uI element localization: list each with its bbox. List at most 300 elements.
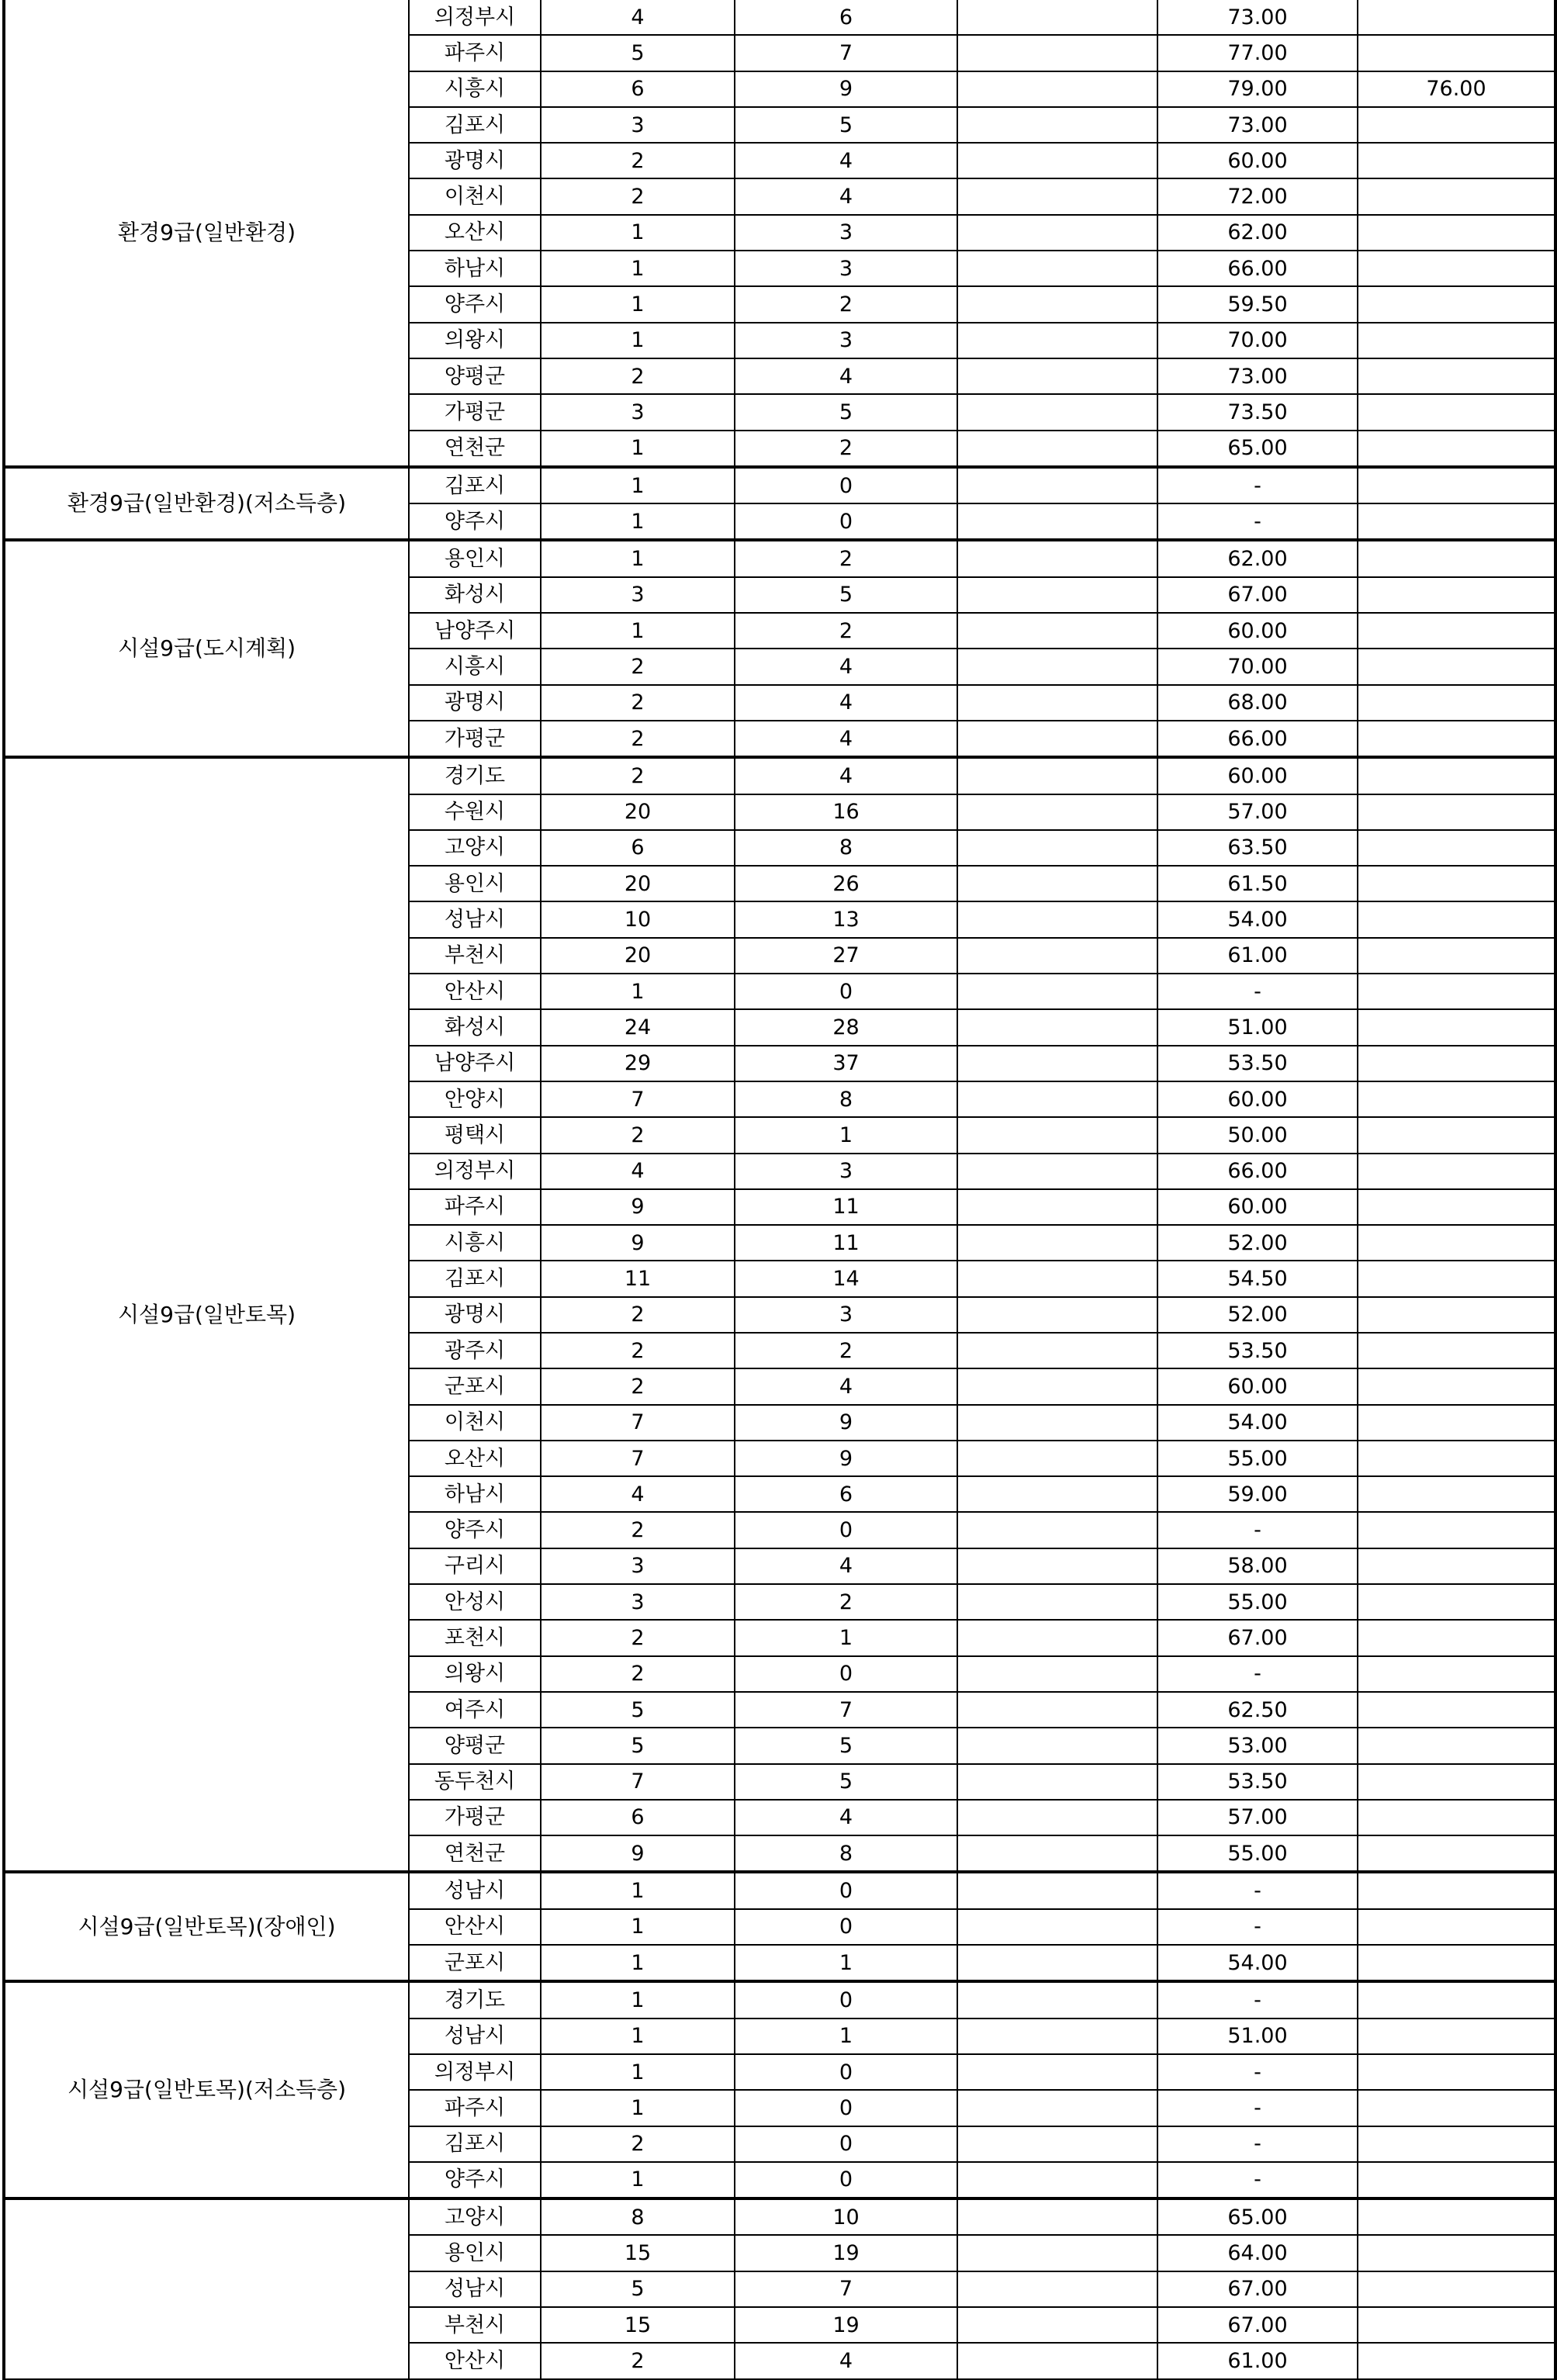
region-cell: 연천군 (409, 431, 541, 467)
region-cell: 부천시 (409, 2307, 541, 2343)
region-cell: 파주시 (409, 1189, 541, 1225)
extra-score-cell (1358, 1154, 1555, 1189)
cutoff-score-cell: 66.00 (1157, 721, 1358, 757)
applicant-count-cell: 8 (735, 1081, 957, 1117)
cutoff-score-cell: 58.00 (1157, 1548, 1358, 1584)
cutoff-score-cell: 63.50 (1157, 830, 1358, 866)
recruit-count-cell: 2 (541, 358, 735, 394)
region-cell: 안양시 (409, 1081, 541, 1117)
region-cell: 시흥시 (409, 71, 541, 107)
applicant-count-cell: 4 (735, 757, 957, 794)
applicant-count-cell: 2 (735, 1584, 957, 1620)
empty-cell (957, 1800, 1157, 1835)
extra-score-cell (1358, 0, 1555, 35)
recruit-count-cell: 2 (541, 1368, 735, 1404)
region-cell: 오산시 (409, 215, 541, 251)
empty-cell (957, 2343, 1157, 2378)
empty-cell (957, 1548, 1157, 1584)
cutoff-score-cell: 65.00 (1157, 431, 1358, 467)
cutoff-score-cell: 57.00 (1157, 794, 1358, 830)
table-row (4, 540, 1555, 576)
recruit-count-cell: 2 (541, 2126, 735, 2162)
empty-cell (957, 1154, 1157, 1189)
extra-score-cell (1358, 1945, 1555, 1981)
applicant-count-cell: 13 (735, 901, 957, 937)
empty-cell (957, 1405, 1157, 1441)
extra-score-cell (1358, 358, 1555, 394)
empty-cell (957, 2019, 1157, 2054)
extra-score-cell (1358, 1046, 1555, 1081)
region-cell: 구리시 (409, 1548, 541, 1584)
applicant-count-cell: 0 (735, 1512, 957, 1548)
recruit-count-cell: 1 (541, 974, 735, 1009)
region-cell: 의왕시 (409, 323, 541, 358)
region-cell: 남양주시 (409, 1046, 541, 1081)
empty-cell (957, 2307, 1157, 2343)
recruit-count-cell: 2 (541, 1656, 735, 1692)
table-row (4, 1872, 1555, 1908)
empty-cell (957, 1656, 1157, 1692)
extra-score-cell (1358, 1297, 1555, 1333)
extra-score-cell (1358, 431, 1555, 467)
applicant-count-cell: 6 (735, 1476, 957, 1512)
empty-cell (957, 503, 1157, 540)
recruit-count-cell: 3 (541, 577, 735, 613)
extra-score-cell (1358, 286, 1555, 322)
applicant-count-cell: 3 (735, 215, 957, 251)
region-cell: 성남시 (409, 901, 541, 937)
region-cell: 양주시 (409, 503, 541, 540)
extra-score-cell (1358, 2054, 1555, 2090)
cutoff-score-cell: 53.50 (1157, 1046, 1358, 1081)
region-cell: 안성시 (409, 1584, 541, 1620)
empty-cell (957, 1441, 1157, 1476)
cutoff-score-cell: 61.00 (1157, 2343, 1358, 2378)
cutoff-score-cell: - (1157, 1981, 1358, 2018)
applicant-count-cell: 0 (735, 1909, 957, 1945)
applicant-count-cell: 14 (735, 1261, 957, 1296)
cutoff-score-cell: - (1157, 1909, 1358, 1945)
empty-cell (957, 286, 1157, 322)
region-cell: 하남시 (409, 1476, 541, 1512)
cutoff-score-cell: 53.50 (1157, 1764, 1358, 1800)
applicant-count-cell: 0 (735, 1981, 957, 2018)
applicant-count-cell: 4 (735, 1368, 957, 1404)
cutoff-score-cell: 64.00 (1157, 2235, 1358, 2271)
applicant-count-cell: 4 (735, 1548, 957, 1584)
applicant-count-cell: 26 (735, 866, 957, 901)
empty-cell (957, 178, 1157, 214)
empty-cell (957, 1225, 1157, 1261)
extra-score-cell (1358, 1981, 1555, 2018)
recruit-count-cell: 5 (541, 2271, 735, 2307)
empty-cell (957, 2090, 1157, 2126)
empty-cell (957, 107, 1157, 143)
recruit-count-cell: 1 (541, 1909, 735, 1945)
applicant-count-cell: 11 (735, 1189, 957, 1225)
region-cell: 안산시 (409, 1909, 541, 1945)
region-cell: 평택시 (409, 1117, 541, 1153)
empty-cell (957, 0, 1157, 35)
applicant-count-cell: 0 (735, 467, 957, 503)
empty-cell (957, 613, 1157, 649)
extra-score-cell (1358, 107, 1555, 143)
empty-cell (957, 2271, 1157, 2307)
applicant-count-cell: 10 (735, 2198, 957, 2235)
applicant-count-cell: 3 (735, 1154, 957, 1189)
extra-score-cell (1358, 1225, 1555, 1261)
cutoff-score-cell: 55.00 (1157, 1441, 1358, 1476)
applicant-count-cell: 0 (735, 1872, 957, 1908)
region-cell: 가평군 (409, 1800, 541, 1835)
cutoff-score-cell: 52.00 (1157, 1225, 1358, 1261)
extra-score-cell (1358, 178, 1555, 214)
extra-score-cell (1358, 1081, 1555, 1117)
extra-score-cell (1358, 1835, 1555, 1872)
region-cell: 수원시 (409, 794, 541, 830)
empty-cell (957, 1512, 1157, 1548)
region-cell: 양주시 (409, 1512, 541, 1548)
region-cell: 용인시 (409, 540, 541, 576)
cutoff-score-cell: 72.00 (1157, 178, 1358, 214)
extra-score-cell (1358, 901, 1555, 937)
recruit-count-cell: 3 (541, 107, 735, 143)
recruit-count-cell: 1 (541, 1981, 735, 2018)
empty-cell (957, 215, 1157, 251)
empty-cell (957, 1333, 1157, 1368)
extra-score-cell: 76.00 (1358, 71, 1555, 107)
recruit-count-cell: 1 (541, 2162, 735, 2198)
cutoff-score-cell: 54.00 (1157, 1405, 1358, 1441)
region-cell: 포천시 (409, 1620, 541, 1655)
applicant-count-cell: 7 (735, 1692, 957, 1728)
applicant-count-cell: 4 (735, 358, 957, 394)
region-cell: 파주시 (409, 2090, 541, 2126)
applicant-count-cell: 4 (735, 721, 957, 757)
applicant-count-cell: 0 (735, 503, 957, 540)
cutoff-score-cell: 60.00 (1157, 1189, 1358, 1225)
cutoff-score-cell: 73.00 (1157, 107, 1358, 143)
empty-cell (957, 1189, 1157, 1225)
table-row (4, 0, 1555, 35)
extra-score-cell (1358, 577, 1555, 613)
region-cell: 광명시 (409, 143, 541, 178)
empty-cell (957, 431, 1157, 467)
region-cell: 의왕시 (409, 1656, 541, 1692)
cutoff-score-cell: 51.00 (1157, 1009, 1358, 1045)
cutoff-score-cell: 77.00 (1157, 35, 1358, 71)
recruit-count-cell: 9 (541, 1189, 735, 1225)
cutoff-score-cell: 55.00 (1157, 1584, 1358, 1620)
applicant-count-cell: 9 (735, 71, 957, 107)
cutoff-score-cell: 73.00 (1157, 358, 1358, 394)
empty-cell (957, 1297, 1157, 1333)
applicant-count-cell: 0 (735, 974, 957, 1009)
empty-cell (957, 1009, 1157, 1045)
category-cell: 환경9급(일반환경)(저소득층) (4, 467, 409, 541)
extra-score-cell (1358, 2019, 1555, 2054)
applicant-count-cell: 0 (735, 2054, 957, 2090)
recruit-count-cell: 1 (541, 2054, 735, 2090)
extra-score-cell (1358, 2235, 1555, 2271)
empty-cell (957, 1728, 1157, 1763)
region-cell: 부천시 (409, 938, 541, 974)
cutoff-score-cell: 60.00 (1157, 613, 1358, 649)
region-cell: 광주시 (409, 1333, 541, 1368)
cutoff-score-cell: 60.00 (1157, 143, 1358, 178)
extra-score-cell (1358, 1656, 1555, 1692)
recruit-count-cell: 7 (541, 1441, 735, 1476)
region-cell: 가평군 (409, 394, 541, 430)
empty-cell (957, 1046, 1157, 1081)
extra-score-cell (1358, 1333, 1555, 1368)
table-row (4, 757, 1555, 794)
extra-score-cell (1358, 613, 1555, 649)
applicant-count-cell: 1 (735, 2019, 957, 2054)
applicant-count-cell: 3 (735, 251, 957, 286)
empty-cell (957, 323, 1157, 358)
applicant-count-cell: 4 (735, 1800, 957, 1835)
applicant-count-cell: 28 (735, 1009, 957, 1045)
recruit-count-cell: 9 (541, 1225, 735, 1261)
region-cell: 안산시 (409, 974, 541, 1009)
applicant-count-cell: 4 (735, 685, 957, 721)
extra-score-cell (1358, 2162, 1555, 2198)
cutoff-score-cell: - (1157, 2126, 1358, 2162)
recruit-count-cell: 3 (541, 1584, 735, 1620)
region-cell: 오산시 (409, 1441, 541, 1476)
extra-score-cell (1358, 757, 1555, 794)
region-cell: 하남시 (409, 251, 541, 286)
cutoff-score-cell: 65.00 (1157, 2198, 1358, 2235)
recruit-count-cell: 1 (541, 1945, 735, 1981)
region-cell: 양평군 (409, 358, 541, 394)
extra-score-cell (1358, 1405, 1555, 1441)
cutoff-score-cell: 62.50 (1157, 1692, 1358, 1728)
recruit-count-cell: 4 (541, 0, 735, 35)
recruit-count-cell: 15 (541, 2235, 735, 2271)
extra-score-cell (1358, 1368, 1555, 1404)
cutoff-score-cell: 73.00 (1157, 0, 1358, 35)
cutoff-score-cell: - (1157, 467, 1358, 503)
empty-cell (957, 1764, 1157, 1800)
region-cell: 김포시 (409, 2126, 541, 2162)
cutoff-score-cell: 54.00 (1157, 901, 1358, 937)
extra-score-cell (1358, 794, 1555, 830)
region-cell: 고양시 (409, 2198, 541, 2235)
recruit-count-cell: 1 (541, 467, 735, 503)
applicant-count-cell: 9 (735, 1441, 957, 1476)
extra-score-cell (1358, 215, 1555, 251)
region-cell: 동두천시 (409, 1764, 541, 1800)
extra-score-cell (1358, 1261, 1555, 1296)
recruit-count-cell: 11 (541, 1261, 735, 1296)
category-cell: 환경9급(일반환경) (4, 0, 409, 467)
extra-score-cell (1358, 938, 1555, 974)
applicant-count-cell: 2 (735, 540, 957, 576)
applicant-count-cell: 5 (735, 394, 957, 430)
extra-score-cell (1358, 143, 1555, 178)
recruit-count-cell: 6 (541, 1800, 735, 1835)
applicant-count-cell: 3 (735, 323, 957, 358)
cutoff-score-cell: 66.00 (1157, 1154, 1358, 1189)
cutoff-score-cell: 52.00 (1157, 1297, 1358, 1333)
region-cell: 연천군 (409, 1835, 541, 1872)
applicant-count-cell: 1 (735, 1945, 957, 1981)
extra-score-cell (1358, 1620, 1555, 1655)
region-cell: 이천시 (409, 1405, 541, 1441)
extra-score-cell (1358, 649, 1555, 684)
cutoff-score-cell: 70.00 (1157, 323, 1358, 358)
applicant-count-cell: 4 (735, 2343, 957, 2378)
recruit-count-cell: 2 (541, 1620, 735, 1655)
extra-score-cell (1358, 1548, 1555, 1584)
cutoff-score-cell: 54.50 (1157, 1261, 1358, 1296)
cutoff-score-cell: 62.00 (1157, 215, 1358, 251)
extra-score-cell (1358, 467, 1555, 503)
category-cell: 시설9급(일반토목) (4, 757, 409, 1872)
recruit-count-cell: 15 (541, 2307, 735, 2343)
region-cell: 안산시 (409, 2343, 541, 2378)
region-cell: 군포시 (409, 1945, 541, 1981)
cutoff-score-cell: 51.00 (1157, 2019, 1358, 2054)
recruit-count-cell: 1 (541, 1872, 735, 1908)
extra-score-cell (1358, 1584, 1555, 1620)
extra-score-cell (1358, 2307, 1555, 2343)
extra-score-cell (1358, 1909, 1555, 1945)
applicant-count-cell: 2 (735, 431, 957, 467)
region-cell: 광명시 (409, 1297, 541, 1333)
region-cell: 광명시 (409, 685, 541, 721)
recruit-count-cell: 1 (541, 2090, 735, 2126)
recruit-count-cell: 1 (541, 323, 735, 358)
region-cell: 파주시 (409, 35, 541, 71)
empty-cell (957, 2162, 1157, 2198)
region-cell: 여주시 (409, 1692, 541, 1728)
region-cell: 화성시 (409, 1009, 541, 1045)
table-row (4, 1981, 1555, 2018)
region-cell: 시흥시 (409, 649, 541, 684)
empty-cell (957, 394, 1157, 430)
cutoff-score-cell: - (1157, 2054, 1358, 2090)
empty-cell (957, 1835, 1157, 1872)
applicant-count-cell: 19 (735, 2307, 957, 2343)
recruit-count-cell: 2 (541, 178, 735, 214)
empty-cell (957, 974, 1157, 1009)
extra-score-cell (1358, 2198, 1555, 2235)
applicant-count-cell: 7 (735, 2271, 957, 2307)
extra-score-cell (1358, 830, 1555, 866)
applicant-count-cell: 7 (735, 35, 957, 71)
empty-cell (957, 1368, 1157, 1404)
empty-cell (957, 1981, 1157, 2018)
recruit-count-cell: 1 (541, 2019, 735, 2054)
empty-cell (957, 1117, 1157, 1153)
cutoff-score-cell: 60.00 (1157, 757, 1358, 794)
cutoff-score-cell: - (1157, 503, 1358, 540)
recruit-count-cell: 1 (541, 286, 735, 322)
empty-cell (957, 2198, 1157, 2235)
region-cell: 경기도 (409, 757, 541, 794)
empty-cell (957, 251, 1157, 286)
cutoff-score-cell: 73.50 (1157, 394, 1358, 430)
applicant-count-cell: 2 (735, 1333, 957, 1368)
cutoff-score-cell: 60.00 (1157, 1368, 1358, 1404)
empty-cell (957, 866, 1157, 901)
cutoff-score-cell: 66.00 (1157, 251, 1358, 286)
extra-score-cell (1358, 1009, 1555, 1045)
cutoff-score-cell: 59.00 (1157, 1476, 1358, 1512)
cutoff-score-cell: 79.00 (1157, 71, 1358, 107)
applicant-count-cell: 0 (735, 2162, 957, 2198)
extra-score-cell (1358, 2343, 1555, 2378)
applicant-count-cell: 27 (735, 938, 957, 974)
region-cell: 경기도 (409, 1981, 541, 2018)
applicant-count-cell: 16 (735, 794, 957, 830)
category-cell (4, 2198, 409, 2378)
region-cell: 성남시 (409, 2271, 541, 2307)
applicant-count-cell: 5 (735, 107, 957, 143)
applicant-count-cell: 0 (735, 2126, 957, 2162)
applicant-count-cell: 8 (735, 1835, 957, 1872)
recruit-count-cell: 9 (541, 1835, 735, 1872)
recruit-count-cell: 5 (541, 1728, 735, 1763)
empty-cell (957, 1872, 1157, 1908)
applicant-count-cell: 4 (735, 143, 957, 178)
region-cell: 이천시 (409, 178, 541, 214)
cutoff-score-cell: - (1157, 2090, 1358, 2126)
empty-cell (957, 685, 1157, 721)
extra-score-cell (1358, 1512, 1555, 1548)
applicant-count-cell: 1 (735, 1620, 957, 1655)
applicant-count-cell: 2 (735, 286, 957, 322)
recruit-count-cell: 20 (541, 794, 735, 830)
recruit-count-cell: 1 (541, 251, 735, 286)
region-cell: 화성시 (409, 577, 541, 613)
applicant-count-cell: 19 (735, 2235, 957, 2271)
cutoff-score-cell: 59.50 (1157, 286, 1358, 322)
cutoff-score-cell: - (1157, 2162, 1358, 2198)
extra-score-cell (1358, 1872, 1555, 1908)
empty-cell (957, 71, 1157, 107)
empty-cell (957, 721, 1157, 757)
region-cell: 양주시 (409, 2162, 541, 2198)
cutoff-score-cell: 67.00 (1157, 577, 1358, 613)
recruit-count-cell: 5 (541, 35, 735, 71)
region-cell: 양평군 (409, 1728, 541, 1763)
empty-cell (957, 757, 1157, 794)
cutoff-score-cell: 62.00 (1157, 540, 1358, 576)
extra-score-cell (1358, 1476, 1555, 1512)
region-cell: 김포시 (409, 1261, 541, 1296)
region-cell: 김포시 (409, 467, 541, 503)
extra-score-cell (1358, 974, 1555, 1009)
table-body (4, 0, 1555, 2379)
region-cell: 의정부시 (409, 0, 541, 35)
recruit-count-cell: 7 (541, 1764, 735, 1800)
region-cell: 가평군 (409, 721, 541, 757)
extra-score-cell (1358, 721, 1555, 757)
empty-cell (957, 2054, 1157, 2090)
applicant-count-cell: 2 (735, 613, 957, 649)
region-cell: 성남시 (409, 1872, 541, 1908)
table-row (4, 467, 1555, 503)
empty-cell (957, 794, 1157, 830)
applicant-count-cell: 3 (735, 1297, 957, 1333)
applicant-count-cell: 4 (735, 178, 957, 214)
empty-cell (957, 1081, 1157, 1117)
extra-score-cell (1358, 503, 1555, 540)
